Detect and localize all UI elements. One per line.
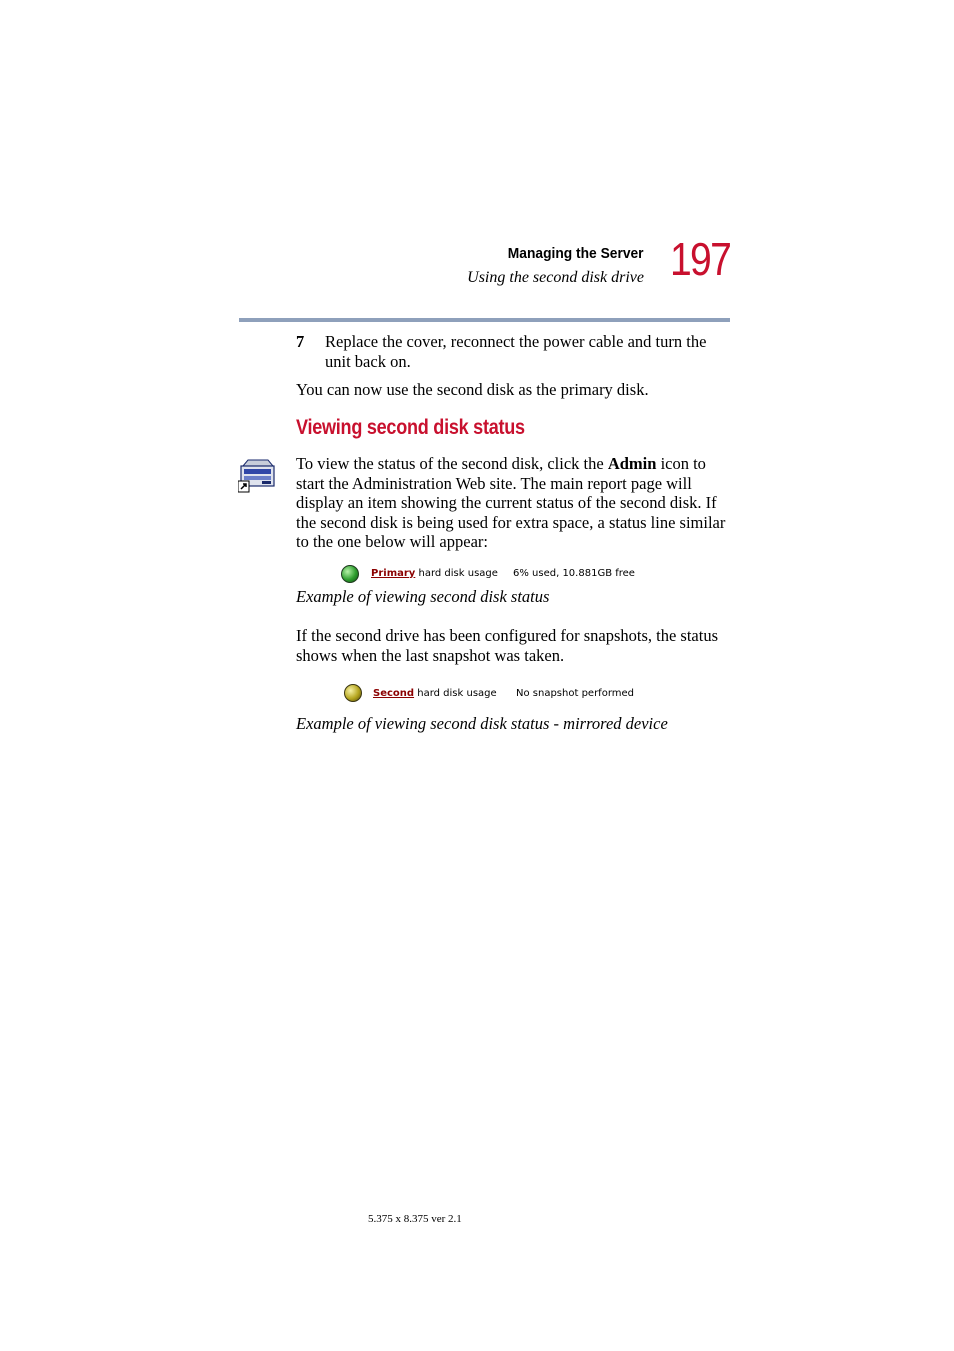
second-link[interactable]: Second bbox=[373, 688, 415, 699]
admin-icon bbox=[238, 458, 276, 494]
admin-text-after: icon to start the Administration Web site. The main report page will display an item showing the current status of the second disk. If the second disk is being used for extra space, a status line similar to the one below will appear: bbox=[296, 454, 726, 551]
primary-link[interactable]: Primary bbox=[371, 568, 416, 579]
second-usage-value: No snapshot performed bbox=[516, 688, 634, 699]
caption-example-1: Example of viewing second disk status bbox=[296, 587, 550, 606]
chapter-title: Managing the Server bbox=[508, 245, 644, 262]
status-indicator-green bbox=[341, 565, 359, 583]
status-indicator-yellow bbox=[344, 684, 362, 702]
admin-bold: Admin bbox=[607, 454, 657, 473]
status-line-second bbox=[373, 688, 497, 699]
step-number: 7 bbox=[296, 332, 305, 351]
primary-usage-label: hard disk usage bbox=[415, 568, 498, 579]
page-number: 197 bbox=[670, 233, 731, 285]
section-heading: Viewing second disk status bbox=[296, 416, 525, 439]
second-usage-label: hard disk usage bbox=[414, 688, 497, 699]
caption-example-2: Example of viewing second disk status - mirrored device bbox=[296, 714, 668, 733]
header-rule bbox=[239, 318, 730, 322]
paragraph-admin-instructions bbox=[296, 454, 732, 552]
paragraph-primary-disk: You can now use the second disk as the primary disk. bbox=[296, 380, 649, 399]
admin-text-before: To view the status of the second disk, click the bbox=[296, 454, 608, 473]
paragraph-snapshots: If the second drive has been configured for snapshots, the status shows when the last snapshot was taken. bbox=[296, 626, 719, 665]
step-text: Replace the cover, reconnect the power cable and turn the unit back on. bbox=[325, 332, 707, 371]
footer-version: 5.375 x 8.375 ver 2.1 bbox=[368, 1213, 462, 1225]
primary-usage-value: 6% used, 10.881GB free bbox=[513, 568, 635, 579]
status-line-primary bbox=[371, 568, 498, 579]
section-title: Using the second disk drive bbox=[467, 269, 644, 286]
